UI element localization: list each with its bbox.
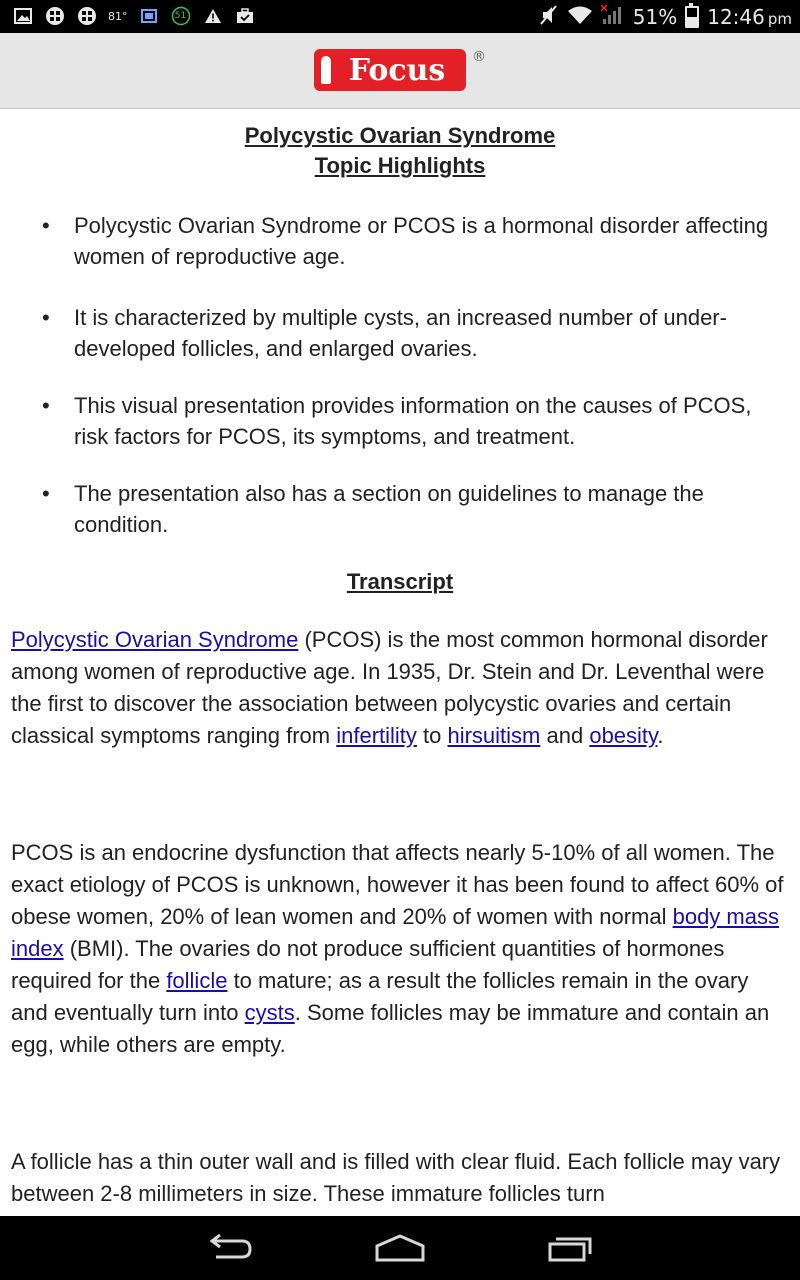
navigation-bar <box>0 1216 800 1280</box>
article-subtitle: Topic Highlights <box>314 153 486 178</box>
clock-ampm: pm <box>767 10 792 28</box>
recent-apps-icon <box>546 1234 594 1262</box>
paragraph-text: (BMI). The ovaries do not produce sufficient quantities of hormones required for the <box>11 936 725 993</box>
notification-icons <box>12 6 256 26</box>
focus-logo[interactable] <box>314 49 466 91</box>
status-bar <box>0 0 800 33</box>
logo-mark-icon <box>321 56 331 84</box>
clock <box>707 5 792 29</box>
paragraph-text: and <box>540 723 590 748</box>
notification-badge-icon <box>170 6 192 26</box>
signal-icon <box>601 5 625 29</box>
highlight-item <box>42 210 782 272</box>
home-icon <box>373 1234 427 1262</box>
bullet-icon: • <box>42 305 50 330</box>
bullet-icon: • <box>42 481 50 506</box>
briefcase-check-icon <box>234 6 256 26</box>
transcript-paragraph <box>11 837 791 1061</box>
app-grid-icon <box>44 6 66 26</box>
link-infertility[interactable]: infertility <box>336 723 417 748</box>
notification-count: 51 <box>174 11 187 21</box>
app-grid-icon <box>76 6 98 26</box>
battery-icon <box>685 6 699 28</box>
link-cysts[interactable]: cysts <box>244 1000 295 1025</box>
link-follicle[interactable]: follicle <box>166 968 228 993</box>
bullet-icon: • <box>42 213 50 238</box>
weather-temperature: 81° <box>108 9 128 23</box>
highlight-text: This visual presentation provides information on the causes of PCOS, risk factors for PCOS, its symptoms, and treatment. <box>74 393 752 449</box>
logo-text: Focus <box>348 52 446 88</box>
paragraph-text: PCOS is an endocrine dysfunction that affects nearly 5-10% of all women. The exact etiology of PCOS is unknown, however it has been found to affect 60% of obese women, 20% of lean women and 20% of women with normal <box>11 840 784 929</box>
highlight-item <box>42 390 782 452</box>
highlight-text: Polycystic Ovarian Syndrome or PCOS is a hormonal disorder affecting women of reproductive age. <box>74 213 769 269</box>
battery-percent: 51% <box>632 5 678 29</box>
paragraph-text: to mature; as a result the follicles remain in the ovary and eventually turn into <box>11 968 749 1025</box>
news-icon <box>138 6 160 26</box>
transcript-paragraph: A follicle has a thin outer wall and is filled with clear fluid. Each follicle may vary between 2-8 millimeters in size. These immature follicles turn <box>11 1149 781 1206</box>
system-status <box>539 4 792 30</box>
link-body-mass-index[interactable]: body mass index <box>11 904 779 961</box>
bullet-icon: • <box>42 393 50 418</box>
paragraph-text: to <box>416 723 448 748</box>
article-content[interactable] <box>0 109 800 1216</box>
clock-time: 12:46 <box>707 5 765 29</box>
back-button[interactable] <box>200 1230 260 1266</box>
mute-icon <box>539 4 559 30</box>
transcript-heading: Transcript <box>346 569 454 594</box>
highlight-item <box>42 478 782 540</box>
wifi-icon <box>567 5 593 29</box>
link-hirsuitism[interactable]: hirsuitism <box>447 723 541 748</box>
paragraph-text: . Some follicles may be immature and contain an egg, while others are empty. <box>11 1000 770 1057</box>
transcript-paragraph <box>11 624 791 752</box>
app-header <box>0 33 800 109</box>
link-polycystic-ovarian-syndrome[interactable]: Polycystic Ovarian Syndrome <box>11 627 299 652</box>
recent-apps-button[interactable] <box>540 1230 600 1266</box>
home-button[interactable] <box>370 1230 430 1266</box>
warning-icon <box>202 6 224 26</box>
link-obesity[interactable]: obesity <box>589 723 658 748</box>
back-icon <box>206 1234 254 1262</box>
paragraph-text: . <box>657 723 664 748</box>
highlight-item <box>42 302 782 364</box>
gallery-icon <box>12 6 34 26</box>
highlight-text: The presentation also has a section on guidelines to manage the condition. <box>74 481 704 537</box>
article-title: Polycystic Ovarian Syndrome <box>244 123 556 148</box>
highlight-text: It is characterized by multiple cysts, an increased number of under-developed follicles, and enlarged ovaries. <box>74 305 727 361</box>
paragraph-text: (PCOS) is the most common hormonal disorder among women of reproductive age. In 1935, Dr. Stein and Dr. Leventhal were the first to discover the association between polycystic ovaries and certain classical symptoms ranging from <box>11 627 768 748</box>
registered-mark: ® <box>472 49 486 65</box>
